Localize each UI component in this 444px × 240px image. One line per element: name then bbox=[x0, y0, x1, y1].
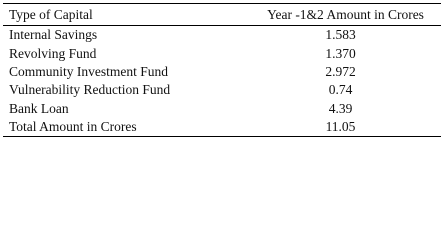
total-label: Total Amount in Crores bbox=[9, 118, 137, 134]
table-header-row bbox=[3, 4, 441, 26]
row-value: 2.972 bbox=[325, 63, 356, 79]
table-row bbox=[3, 63, 441, 81]
row-label: Vulnerability Reduction Fund bbox=[9, 82, 171, 98]
row-label: Revolving Fund bbox=[9, 45, 97, 61]
table-row-total bbox=[3, 117, 441, 136]
row-label: Internal Savings bbox=[9, 27, 98, 43]
header-type-of-capital: Type of Capital bbox=[9, 6, 93, 22]
table-row bbox=[3, 26, 441, 45]
table-row bbox=[3, 99, 441, 117]
capital-table bbox=[3, 3, 441, 137]
table-row bbox=[3, 81, 441, 99]
row-value: 1.583 bbox=[325, 27, 356, 43]
row-label: Community Investment Fund bbox=[9, 63, 169, 79]
row-label: Bank Loan bbox=[9, 100, 69, 116]
capital-table-container bbox=[3, 3, 441, 137]
table-row bbox=[3, 44, 441, 62]
total-value: 11.05 bbox=[325, 118, 356, 134]
row-value: 1.370 bbox=[325, 45, 356, 61]
row-value: 4.39 bbox=[328, 100, 353, 116]
row-value: 0.74 bbox=[328, 82, 353, 98]
header-amount: Year -1&2 Amount in Crores bbox=[267, 6, 424, 22]
